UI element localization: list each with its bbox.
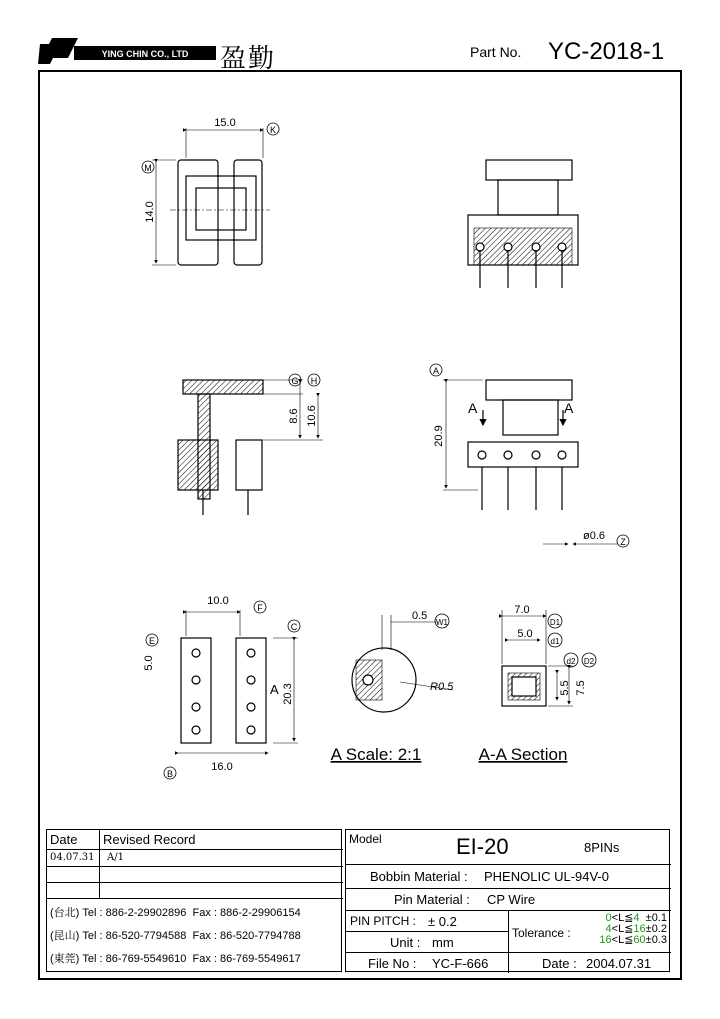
marker-g-label: G: [291, 376, 299, 386]
dim-20-3: 20.3: [282, 683, 294, 705]
pin-material-label: Pin Material :: [394, 892, 470, 907]
contact-kunshan-loc: (昆山): [50, 930, 80, 942]
pin-pitch-value: ± 0.2: [428, 914, 457, 929]
part-number: YC-2018-1: [548, 38, 665, 65]
company-logo: [38, 36, 218, 66]
tolerance-values: [579, 913, 667, 946]
marker-z-label: Z: [620, 537, 626, 547]
dim-10-6: 10.6: [306, 405, 318, 427]
dim-5b: 5.0: [517, 628, 533, 640]
file-no-label: File No :: [368, 956, 417, 971]
unit-label: Unit :: [390, 935, 421, 950]
tol-1-lo: 0: [605, 912, 612, 924]
section-caption: A-A Section: [478, 745, 568, 764]
contact-taipei: [50, 904, 301, 920]
marker-d1-upper-label: D1: [549, 618, 561, 627]
marker-d1-lower-label: d1: [550, 637, 560, 646]
bobbin-material-label: Bobbin Material :: [370, 869, 468, 884]
contact-dongguan-fax: Fax : 86-769-5549617: [192, 953, 301, 965]
pin-material-value: CP Wire: [487, 892, 536, 907]
marker-f-label: F: [257, 603, 263, 613]
tol-2-mid: <L≦: [611, 923, 634, 935]
dim-7: 7.0: [514, 604, 530, 616]
marker-d2-lower-label: d2: [566, 657, 576, 666]
side-view: [178, 380, 323, 515]
marker-d2-lower: [564, 653, 578, 667]
date-value: 2004.07.31: [586, 956, 652, 971]
dim-5-5: 5.5: [559, 680, 571, 696]
revision-date: 04.07.31: [50, 852, 95, 863]
marker-d1-upper: [548, 614, 562, 628]
marker-f: [254, 601, 266, 613]
tol-2-hi: 16: [633, 923, 646, 935]
unit-value: mm: [432, 935, 454, 950]
header: [0, 0, 720, 80]
revision-table: [46, 829, 342, 972]
marker-h: [308, 374, 320, 386]
date-label: Date :: [542, 956, 577, 971]
revision-record: A/1: [107, 852, 124, 863]
marker-w1-label: W1: [436, 618, 448, 627]
model-label: Model: [349, 832, 382, 846]
marker-z: [617, 535, 629, 547]
contact-kunshan-fax: Fax : 86-520-7794788: [192, 930, 301, 942]
contact-dongguan-loc: (東莞): [50, 953, 80, 965]
section-arrow-left: A: [468, 400, 478, 416]
marker-a-label: A: [432, 366, 440, 376]
contact-kunshan-tel: Tel : 86-520-7794588: [82, 930, 187, 942]
contact-taipei-loc: (台北): [50, 907, 80, 919]
marker-c: [288, 620, 300, 632]
dim-w1: 0.5: [412, 610, 428, 622]
marker-m-label: M: [144, 163, 152, 173]
bobbin-material-value: PHENOLIC UL-94V-0: [484, 869, 609, 884]
contact-taipei-fax: Fax : 886-2-29906154: [192, 907, 301, 919]
detail-a-view: [352, 615, 453, 712]
bottom-view: [178, 610, 298, 753]
marker-b-label: B: [166, 769, 174, 779]
part-no-label: Part No.: [470, 44, 522, 60]
marker-d1-lower: [548, 633, 562, 647]
revised-record-header: Revised Record: [103, 832, 196, 847]
marker-k-label: K: [269, 125, 277, 135]
dim-pin-diameter: ø0.6: [583, 530, 606, 542]
marker-d2-upper-label: D2: [583, 657, 595, 666]
scale-caption: A Scale: 2:1: [330, 745, 422, 764]
tol-2-lo: 4: [605, 923, 612, 935]
date-header: Date: [50, 832, 78, 847]
marker-e-label: E: [148, 636, 156, 646]
tol-3-mid: <L≦: [611, 934, 634, 946]
front-view: [468, 160, 578, 288]
file-no-value: YC-F-666: [432, 956, 489, 971]
dim-15: 15.0: [214, 117, 236, 129]
detail-a-callout: A: [270, 682, 279, 697]
tol-3-hi: 60: [633, 934, 646, 946]
model-value: EI-20: [456, 834, 509, 859]
company-name-chinese: 盈勤: [220, 44, 277, 74]
contact-taipei-tel: Tel : 886-2-29902896: [82, 907, 187, 919]
spec-table: [345, 829, 670, 972]
top-view: [152, 128, 270, 265]
pin-count: 8PINs: [584, 840, 620, 855]
dim-20-9: 20.9: [433, 425, 445, 447]
marker-d2-upper: [582, 653, 596, 667]
tol-1-hi: 4: [633, 912, 640, 924]
dim-r05: R0.5: [430, 681, 454, 693]
tol-2-pm: ±0.2: [645, 923, 667, 935]
dim-14: 14.0: [144, 201, 156, 223]
dim-8-6: 8.6: [288, 408, 300, 424]
section-arrow-right: A: [564, 400, 574, 416]
dim-10: 10.0: [207, 595, 229, 607]
tol-3-lo: 16: [599, 934, 612, 946]
dim-16: 16.0: [211, 761, 233, 773]
dim-5: 5.0: [143, 655, 155, 671]
marker-a: [430, 364, 442, 376]
contact-kunshan: [50, 927, 301, 943]
marker-b: [164, 767, 176, 779]
contact-dongguan: [50, 950, 301, 966]
marker-h-label: H: [310, 376, 318, 386]
dim-7-5: 7.5: [575, 680, 587, 696]
company-name: YING CHIN CO., LTD: [101, 49, 189, 59]
tol-1-mid: <L≦: [611, 912, 634, 924]
marker-w1: [435, 614, 449, 628]
marker-k: [267, 123, 279, 135]
tol-1-pm: ±0.1: [645, 912, 667, 924]
marker-e: [146, 634, 158, 646]
technical-drawing: [38, 70, 682, 830]
tolerance-row-3: [579, 935, 667, 946]
pin-pitch-label: PIN PITCH :: [350, 914, 417, 928]
tolerance-label: Tolerance :: [512, 926, 571, 940]
contact-dongguan-tel: Tel : 86-769-5549610: [82, 953, 187, 965]
tol-3-pm: ±0.3: [645, 934, 667, 946]
marker-c-label: C: [290, 622, 298, 632]
marker-m: [142, 161, 154, 173]
